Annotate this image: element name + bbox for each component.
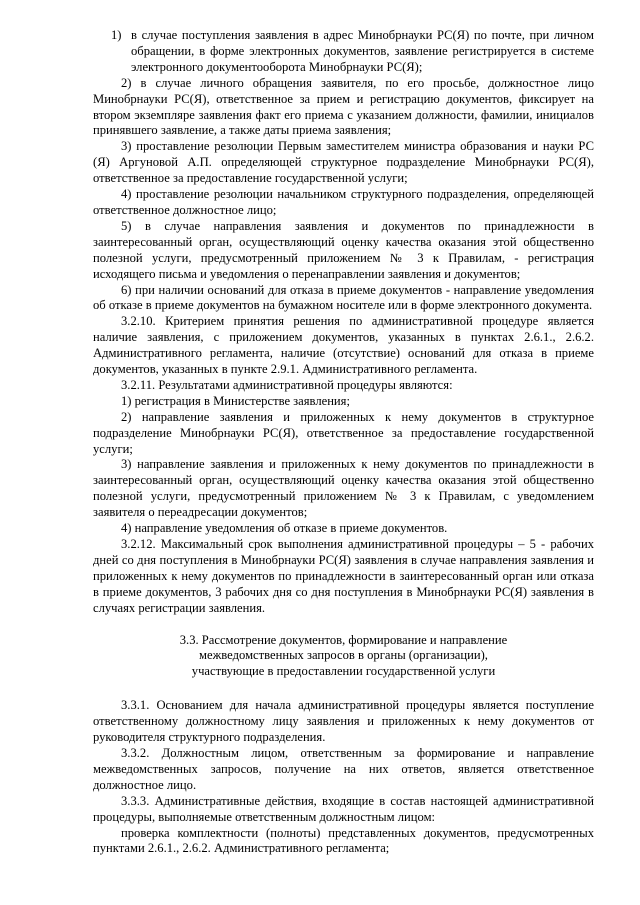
result-item-4: 4) направление уведомления об отказе в приеме документов. bbox=[121, 521, 448, 536]
result-item-1: 1) регистрация в Министерстве заявления; bbox=[121, 393, 350, 408]
paragraph-2: 2) в случае личного обращения заявителя, по его просьбе, должностное лицо Минобрнауки РС(Я), ответственное за прием и регистрацию документов, фиксирует на втором экземпляре заявления факт его приема с указанием должности, фамилии, инициалов принявшего заявление, а также даты приема заявления; bbox=[93, 75, 594, 138]
paragraph-5: 5) в случае направления заявления и документов по принадлежности в заинтересованный орган, осуществляющий оценку качества оказания этой общественно полезной услуги, предусмотренный приложением № 3 к Правилам, - регистрация исходящего письма и уведомления о перенаправлении заявления и документов; bbox=[93, 218, 594, 281]
paragraph-3-2-11: 3.2.11. Результатами административной процедуры являются: bbox=[121, 377, 453, 392]
paragraph-3-3-1: 3.3.1. Основанием для начала административной процедуры является поступление ответственному должностному лицу заявления и приложенных к нему документов от руководителя структурного подразделения. bbox=[93, 698, 594, 745]
heading-line-2: межведомственных запросов в органы (организации), bbox=[199, 648, 488, 663]
paragraph-6: 6) при наличии оснований для отказа в приеме документов - направление уведомления об отказе в приеме документов на бумажном носителе или в форме электронного документа. bbox=[93, 282, 594, 313]
list-item-1 bbox=[111, 28, 594, 76]
list-number: 1) bbox=[111, 28, 122, 42]
paragraph-3-3-2: 3.3.2. Должностным лицом, ответственным за формирование и направление межведомственных запросов, получение на них ответов, является ответственное должностное лицо. bbox=[93, 745, 594, 792]
result-item-2: 2) направление заявления и приложенных к нему документов в структурное подразделение Минобрнауки РС(Я), ответственное за предоставление государственной услуги; bbox=[93, 409, 594, 456]
heading-line-3: участвующие в предоставлении государственной услуги bbox=[191, 664, 496, 679]
paragraph-3: 3) проставление резолюции Первым заместителем министра образования и науки РС (Я) Аргуновой А.П. определяющей структурное подразделение Минобрнауки РС(Я), ответственное за предоставление государственной услуги; bbox=[93, 139, 594, 186]
section-heading-3-3 bbox=[93, 633, 594, 681]
result-item-3: 3) направление заявления и приложенных к нему документов по принадлежности в заинтересованный орган, осуществляющий оценку качества оказания этой общественно полезной услуги, предусмотренный приложением № 3 к Правилам, с уведомлением заявителя о переадресации документов; bbox=[93, 457, 594, 520]
paragraph-text: в случае поступления заявления в адрес Минобрнауки РС(Я) по почте, при личном обращении, в форме электронных документов, заявление регистрируется в системе электронного документооборота Минобрнауки РС(Я); bbox=[131, 28, 594, 74]
paragraph-check-completeness: проверка комплектности (полноты) представленных документов, предусмотренных пунктами 2.6.1., 2.6.2. Административного регламента; bbox=[93, 825, 594, 856]
heading-line-1: 3.3. Рассмотрение документов, формирование и направление bbox=[179, 632, 508, 647]
paragraph-4: 4) проставление резолюции начальником структурного подразделения, определяющей ответственное должностное лицо; bbox=[93, 187, 594, 217]
paragraph-3-2-12: 3.2.12. Максимальный срок выполнения административной процедуры – 5 - рабочих дней со дня поступления в Минобрнауки РС(Я) заявления в случае направления заявления и приложенных к нему документов по принадлежности в заинтересованный орган или отказа в приеме документов, 3 рабочих дня со дня поступления в Минобрнауки РС(Я) заявления в случаях регистрации заявления. bbox=[93, 537, 594, 615]
paragraph-3-2-10: 3.2.10. Критерием принятия решения по административной процедуре является наличие заявления, с приложением документов, указанных в пунктах 2.6.1., 2.6.2. Административного регламента, наличие (отсутствие) оснований для отказа в приеме документов, указанных в пункте 2.9.1. Административного регламента. bbox=[93, 314, 594, 377]
paragraph-3-3-3: 3.3.3. Административные действия, входящие в состав настоящей административной процедуры, выполняемые ответственным должностным лицом: bbox=[93, 793, 594, 824]
